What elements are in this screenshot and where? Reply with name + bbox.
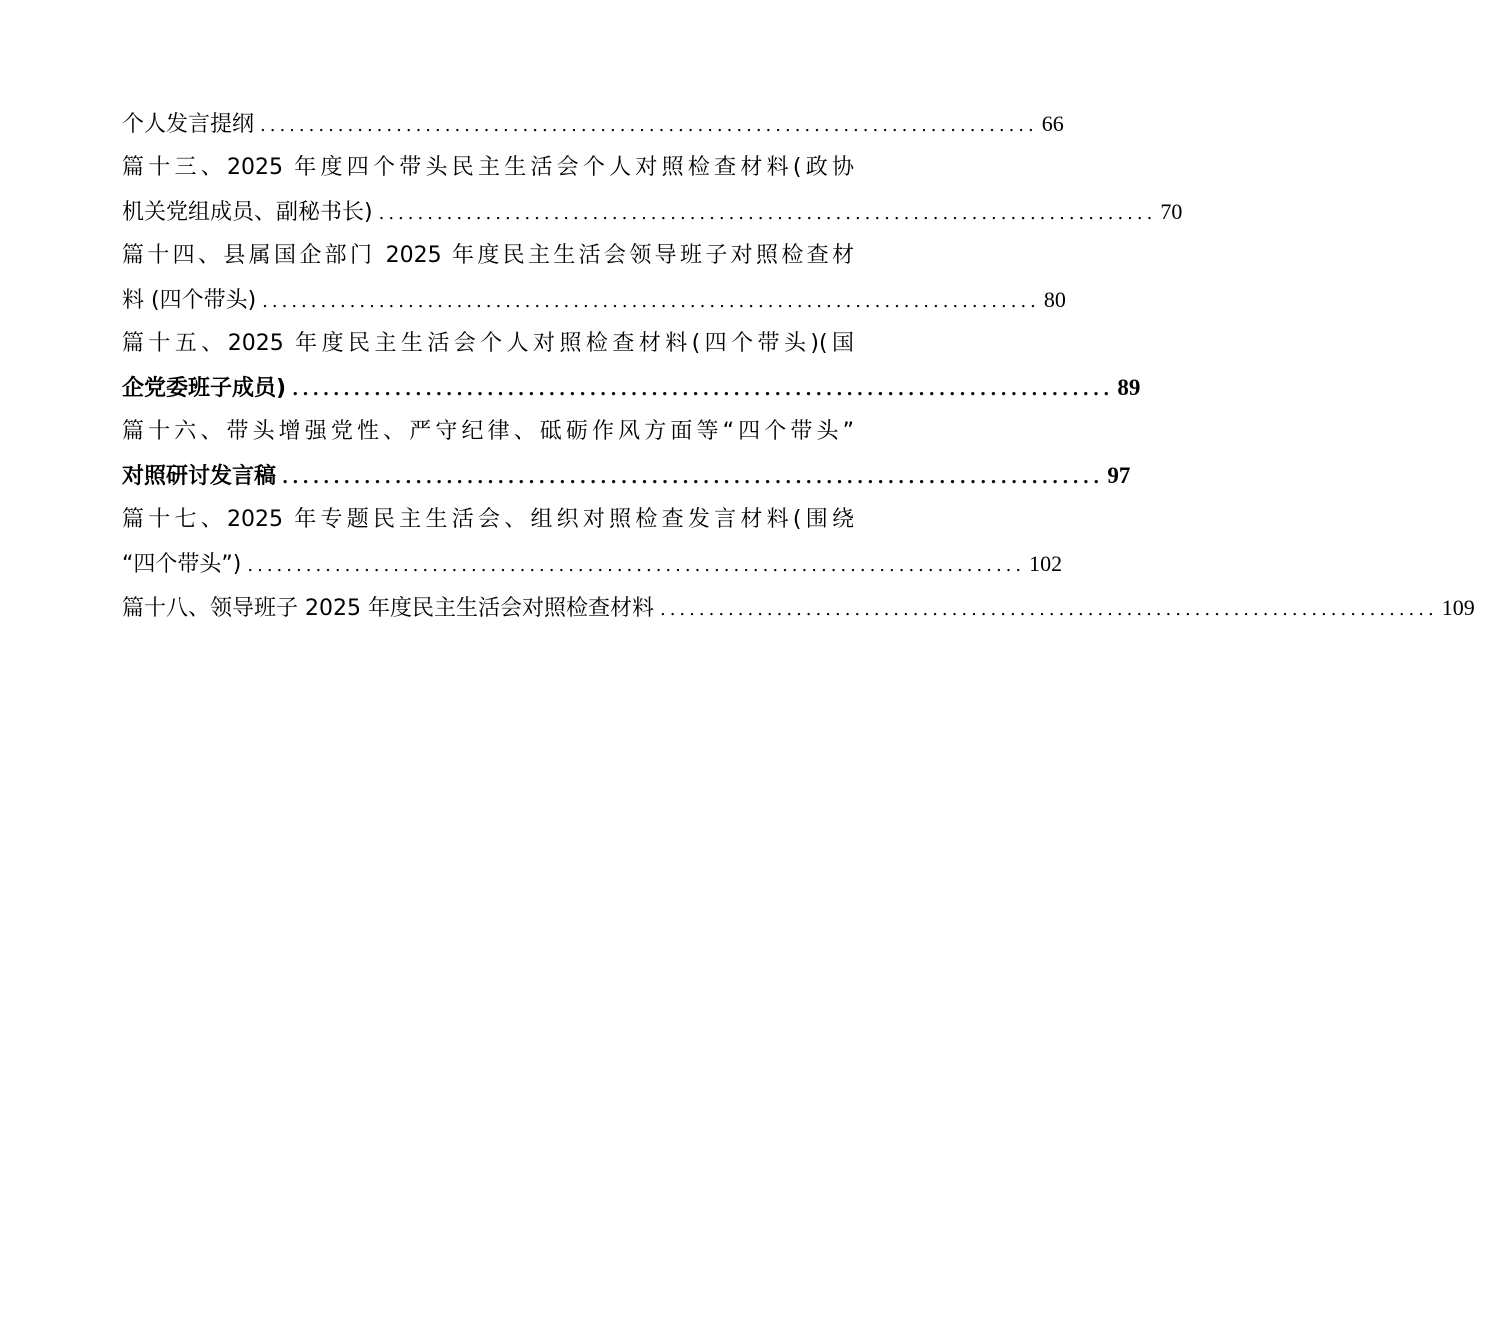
toc-entry-line[interactable]: [122, 454, 1131, 498]
toc-entry-title: 篇十六、带头增强党性、严守纪律、砥砺作风方面等“四个带头”: [122, 419, 854, 444]
toc-entry-title-cont: “四个带头”): [122, 552, 242, 577]
toc-entry-title: 篇十三、2025 年度四个带头民主生活会个人对照检查材料(政协: [122, 155, 854, 180]
toc-leader-dots: ................................................................................: [378, 203, 1157, 224]
toc-entry-line[interactable]: [122, 102, 1064, 146]
toc-leader-dots: ................................................................................: [282, 467, 1104, 488]
toc-leader-dots: ................................................................................: [292, 379, 1114, 400]
toc-entry-title: 个人发言提纲: [122, 112, 255, 137]
toc-entry-line[interactable]: [122, 322, 854, 366]
toc-leader-dots: ................................................................................: [659, 599, 1438, 620]
toc-entry-line[interactable]: [122, 234, 854, 278]
toc-entry-title-cont: 对照研讨发言稿: [122, 464, 277, 489]
toc-leader-dots: ................................................................................: [260, 115, 1038, 136]
toc-entry-title: 篇十五、2025 年度民主生活会个人对照检查材料(四个带头)(国: [122, 331, 854, 356]
toc-page-number: 109: [1441, 595, 1475, 620]
toc-leader-dots: ................................................................................: [262, 291, 1040, 312]
toc-entry-line[interactable]: [122, 146, 854, 190]
toc-page-number: 89: [1117, 375, 1141, 400]
toc-page-number: 70: [1160, 199, 1183, 224]
toc-entry-title-cont: 机关党组成员、副秘书长): [122, 200, 373, 225]
toc-entry-line[interactable]: [122, 542, 1063, 586]
toc-page-number: 80: [1043, 287, 1066, 312]
toc-entry-title-cont: 企党委班子成员): [122, 376, 287, 401]
toc-entry-title: 篇十八、领导班子 2025 年度民主生活会对照检查材料: [122, 596, 654, 621]
toc-entry-title: 篇十七、2025 年专题民主生活会、组织对照检查发言材料(围绕: [122, 507, 854, 532]
toc-entry-line[interactable]: [122, 410, 854, 454]
toc-entry-line[interactable]: [122, 278, 1066, 322]
toc-page-number: 102: [1029, 551, 1063, 576]
table-of-contents: [122, 102, 1475, 630]
toc-entry-title: 篇十四、县属国企部门 2025 年度民主生活会领导班子对照检查材: [122, 243, 854, 268]
toc-page-number: 97: [1107, 463, 1131, 488]
toc-entry-line[interactable]: [122, 190, 1183, 234]
toc-entry-line[interactable]: [122, 366, 1141, 410]
toc-leader-dots: ................................................................................: [247, 555, 1026, 576]
toc-page-number: 66: [1041, 111, 1064, 136]
toc-entry-line[interactable]: [122, 586, 1475, 630]
toc-entry-line[interactable]: [122, 498, 854, 542]
toc-entry-title-cont: 料 (四个带头): [122, 288, 257, 313]
